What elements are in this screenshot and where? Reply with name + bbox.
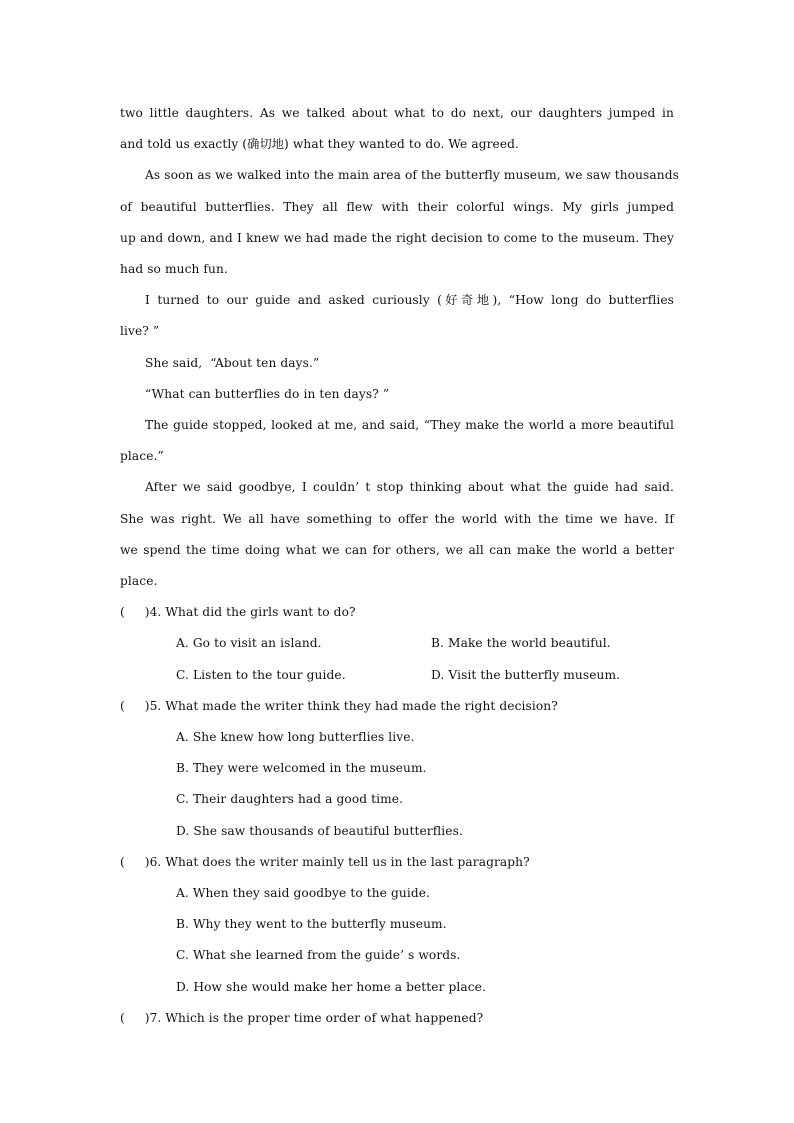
question-stem: ( )7. Which is the proper time order of what happened? bbox=[120, 1011, 484, 1025]
answer-option: C. Listen to the tour guide. bbox=[176, 668, 346, 682]
question-stem: ( )4. What did the girls want to do? bbox=[120, 605, 356, 619]
passage-line: and told us exactly (确切地) what they wanted to do. We agreed. bbox=[120, 137, 520, 151]
passage-line: place. bbox=[120, 574, 158, 588]
passage-line: live? ” bbox=[120, 324, 160, 338]
answer-option: D. How she would make her home a better place. bbox=[176, 980, 486, 994]
passage-line: two little daughters. As we talked about what to do next, our daughters jumped in bbox=[120, 106, 674, 120]
answer-option: A. Go to visit an island. bbox=[176, 636, 322, 650]
question-stem: ( )5. What made the writer think they had made the right decision? bbox=[120, 699, 558, 713]
passage-line: The guide stopped, looked at me, and said, “They make the world a more beautiful bbox=[145, 418, 674, 432]
answer-option: C. What she learned from the guide’ s words. bbox=[176, 948, 461, 962]
answer-option: B. Why they went to the butterfly museum. bbox=[176, 917, 447, 931]
answer-option: D. She saw thousands of beautiful butterflies. bbox=[176, 824, 463, 838]
passage-line: As soon as we walked into the main area of the butterfly museum, we saw thousands bbox=[145, 168, 679, 182]
passage-line: “What can butterflies do in ten days? ” bbox=[145, 387, 390, 401]
answer-option: B. Make the world beautiful. bbox=[431, 636, 611, 650]
passage-line: had so much fun. bbox=[120, 262, 228, 276]
passage-line: of beautiful butterflies. They all flew with their colorful wings. My girls jumped bbox=[120, 200, 674, 214]
passage-line: I turned to our guide and asked curiously (好奇地), “How long do butterflies bbox=[145, 293, 674, 307]
answer-option: A. She knew how long butterflies live. bbox=[176, 730, 415, 744]
passage-line: we spend the time doing what we can for others, we all can make the world a better bbox=[120, 543, 674, 557]
passage-line: She said, “About ten days.” bbox=[145, 356, 320, 370]
answer-option: D. Visit the butterfly museum. bbox=[431, 668, 621, 682]
passage-line: After we said goodbye, I couldn’ t stop thinking about what the guide had said. bbox=[145, 480, 674, 494]
question-stem: ( )6. What does the writer mainly tell us in the last paragraph? bbox=[120, 855, 530, 869]
passage-line: place.” bbox=[120, 449, 164, 463]
passage-line: She was right. We all have something to offer the world with the time we have. If bbox=[120, 512, 674, 526]
answer-option: A. When they said goodbye to the guide. bbox=[176, 886, 431, 900]
answer-option: C. Their daughters had a good time. bbox=[176, 792, 404, 806]
answer-option: B. They were welcomed in the museum. bbox=[176, 761, 427, 775]
passage-line: up and down, and I knew we had made the right decision to come to the museum. They bbox=[120, 231, 674, 245]
